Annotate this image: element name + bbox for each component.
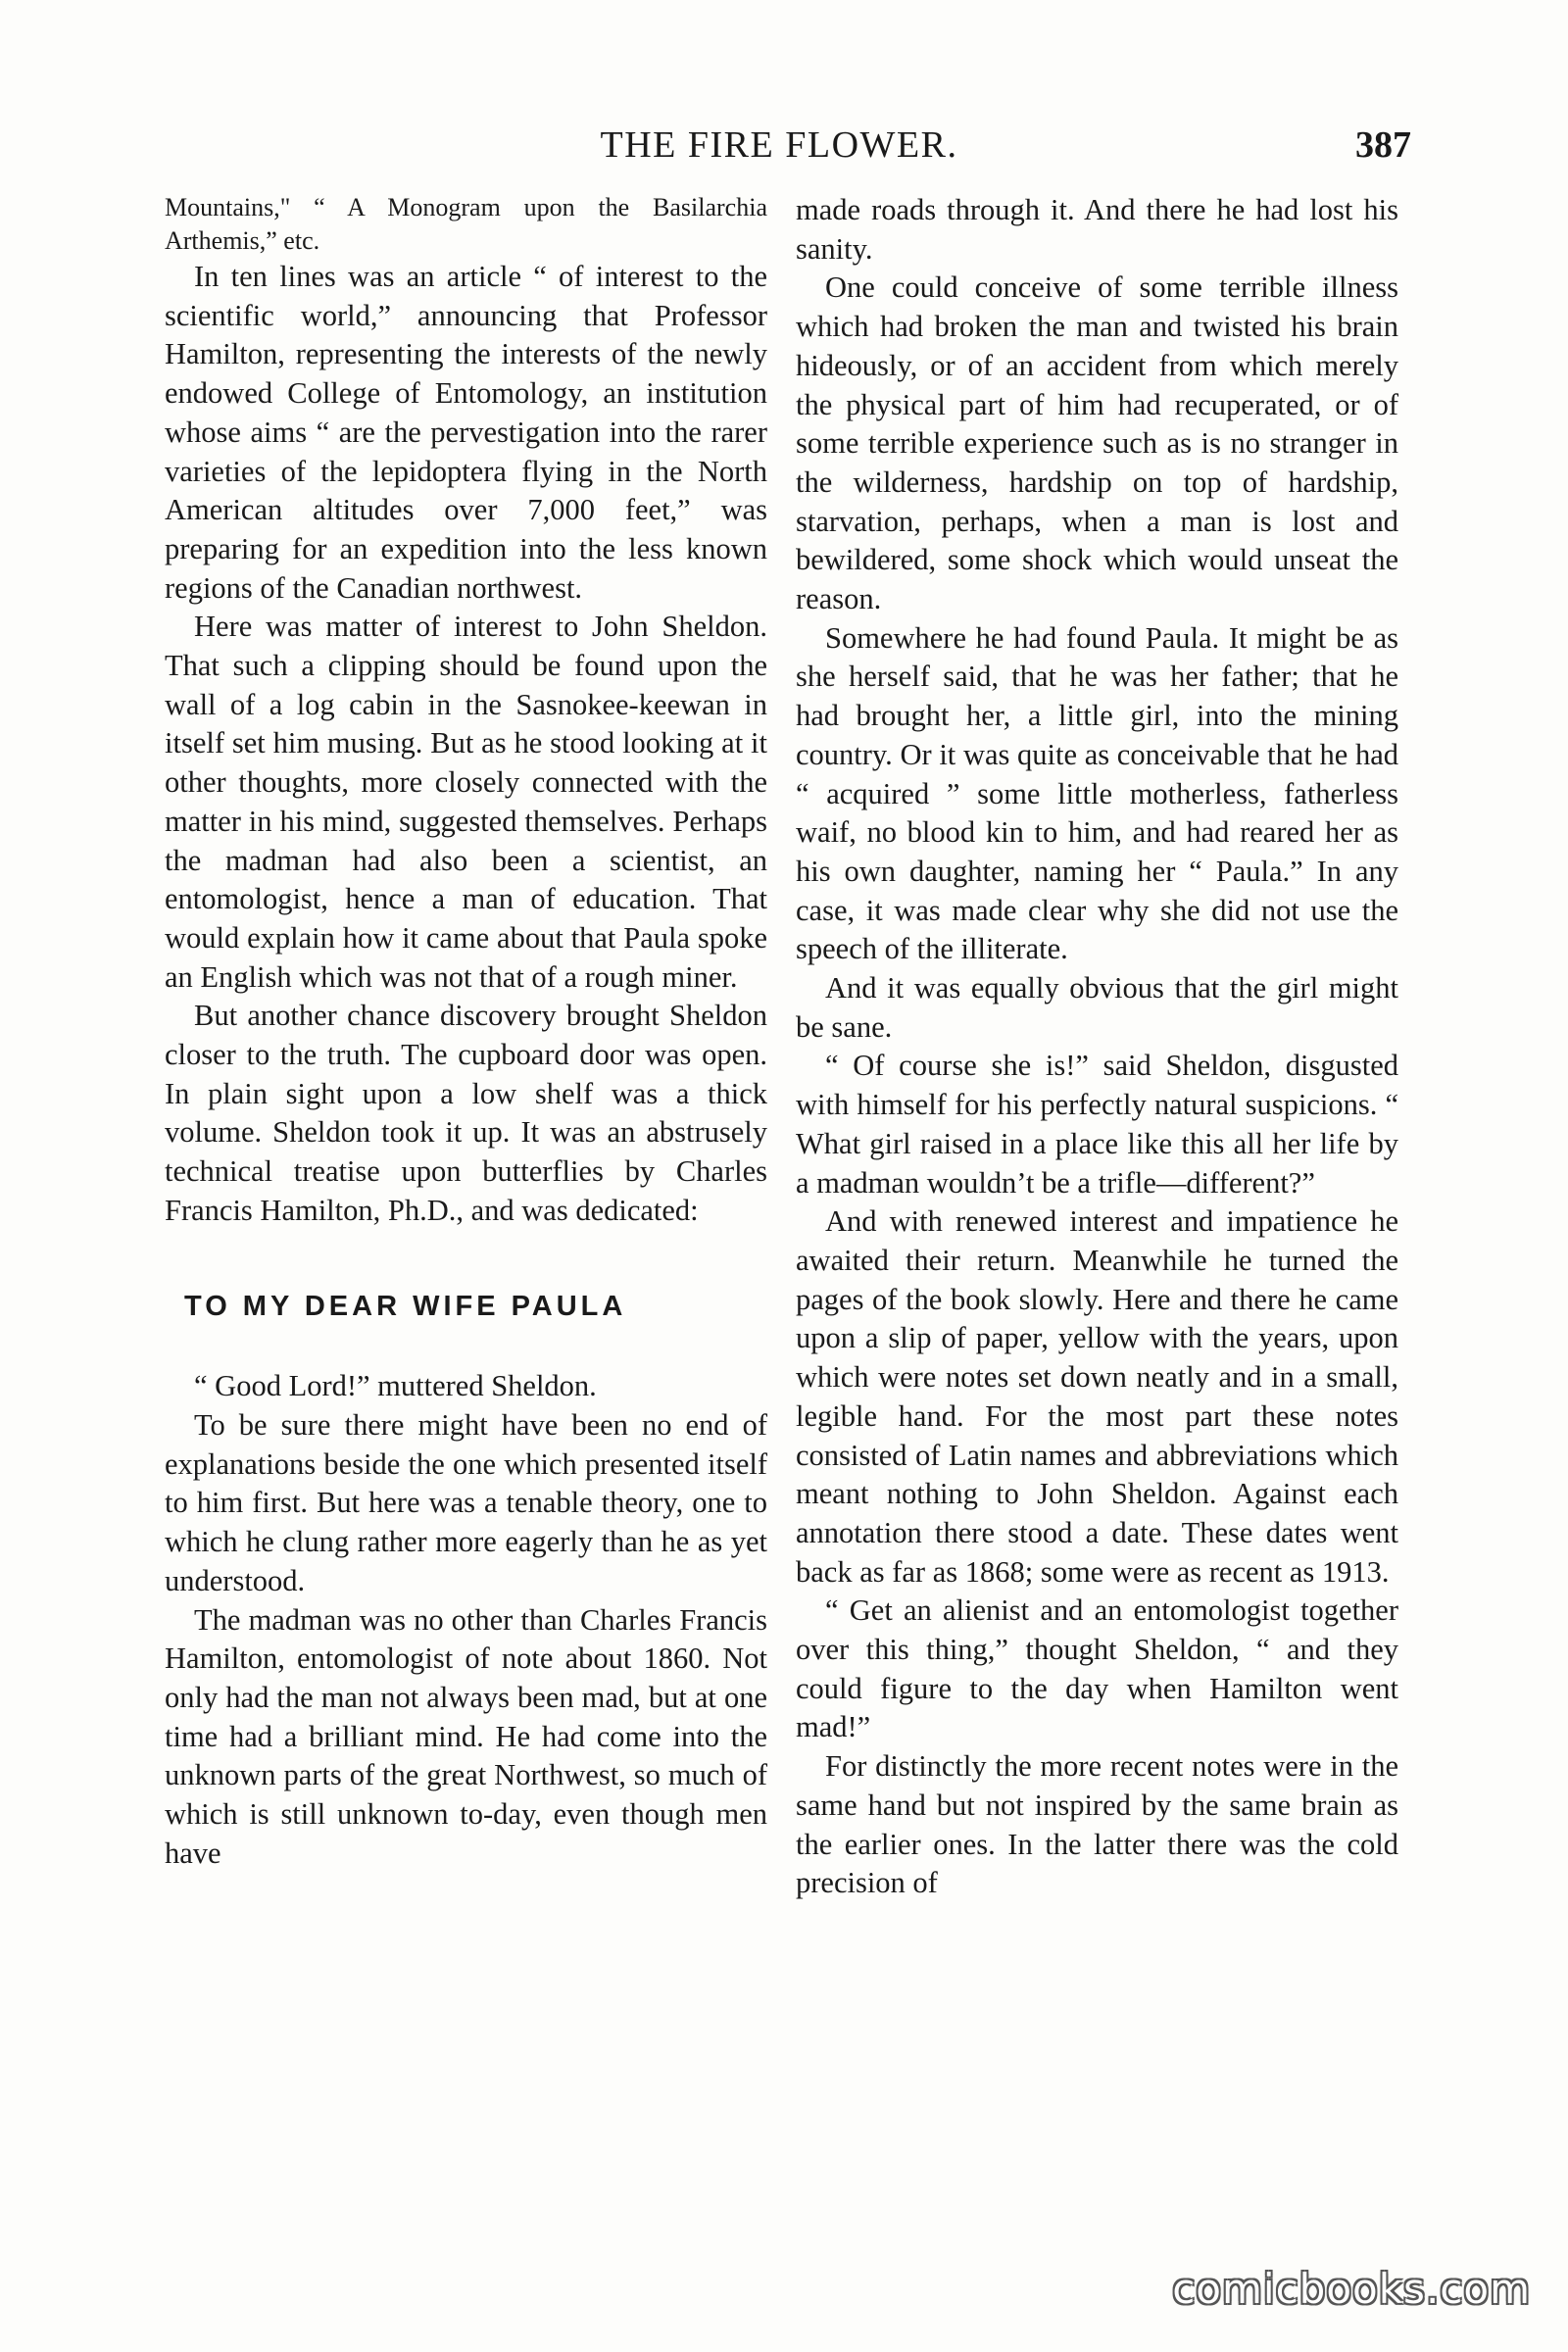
paragraph: One could conceive of some terrible illness which had broken the man and twisted his brain hideously, or of an accident from which merely the physical part of him had recuperated, or of some terrible experience such as is no stranger in the wilderness, hardship on top of hardship, starvation, perhaps, when a man is lost and bewildered, some shock which would unseat the reason.: [796, 270, 1398, 616]
paragraph: “ Good Lord!” muttered Sheldon.: [194, 1369, 597, 1403]
paragraph: For distinctly the more recent notes were in the same hand but not inspired by the same brain as the earlier ones. In the latter there was the cold precision of: [796, 1749, 1398, 1900]
left-column: [165, 191, 767, 1873]
paragraph: “ Get an alienist and an entomologist together over this thing,” thought Sheldon, “ and they could figure to the day when Hamilton went mad!”: [796, 1593, 1398, 1744]
paragraph: To be sure there might have been no end of explanations beside the one which presented itself to him first. But here was a tenable theory, one to which he clung rather more eagerly than he as yet understood.: [165, 1407, 767, 1597]
paragraph: But another chance discovery brought Sheldon closer to the truth. The cupboard door was open. In plain sight upon a low shelf was a thick volume. Sheldon took it up. It was an abstrusely technical treatise upon butterflies by Charles Francis Hamilton, Ph.D., and was dedicated:: [165, 999, 767, 1227]
paragraph: made roads through it. And there he had lost his sanity.: [796, 193, 1398, 266]
watermark: comicbooks.com: [1172, 2265, 1531, 2313]
paragraph: Mountains," “ A Monogram upon the Basilarchia Arthemis,” etc.: [165, 193, 767, 255]
paragraph: And with renewed interest and impatience he awaited their return. Meanwhile he turned the pages of the book slowly. Here and there he came upon a slip of paper, yellow with the years, upon which were notes set down neatly and in a small, legible hand. For the most part these notes consisted of Latin names and abbreviations which meant nothing to John Sheldon. Against each annotation there stood a date. These dates went back as far as 1868; some were as recent as 1913.: [796, 1204, 1398, 1589]
running-title: THE FIRE FLOWER.: [600, 124, 958, 166]
paragraph: “ Of course she is!” said Sheldon, disgusted with himself for his perfectly natural suspicions. “ What girl raised in a place like this all her life by a madman wouldn’t be a trifle—different?”: [796, 1049, 1398, 1200]
dedication-heading: TO MY DEAR WIFE PAULA: [184, 1290, 627, 1322]
right-column: [796, 191, 1398, 1903]
paragraph: The madman was no other than Charles Francis Hamilton, entomologist of note about 1860. Not only had the man not always been mad, but at one time had a brilliant mind. He had come into the unknown parts of the great Northwest, so much of which is still unknown to-day, even though men have: [165, 1602, 767, 1870]
page-number: 387: [1355, 124, 1411, 166]
paragraph: Here was matter of interest to John Sheldon. That such a clipping should be found upon the wall of a log cabin in the Sasnokee-keewan in itself set him musing. But as he stood looking at it other thoughts, more closely connected with the matter in his mind, suggested themselves. Perhaps the madman had also been a scientist, an entomologist, hence a man of education. That would explain how it came about that Paula spoke an English which was not that of a rough miner.: [165, 610, 767, 994]
paragraph: And it was equally obvious that the girl might be sane.: [796, 971, 1398, 1044]
paragraph: Somewhere he had found Paula. It might be as she herself said, that he was her father; that he had brought her, a little girl, into the mining country. Or it was quite as conceivable that he had “ acquired ” some little motherless, fatherless waif, no blood kin to him, and had reared her as his own daughter, naming her “ Paula.” In any case, it was made clear why she did not use the speech of the illiterate.: [796, 620, 1398, 966]
page-header: [147, 123, 1411, 172]
paragraph: In ten lines was an article “ of interest to the scientific world,” announcing that Professor Hamilton, representing the interests of the newly endowed College of Entomology, an institution whose aims “ are the pervestigation into the rarer varieties of the lepidoptera flying in the North American altitudes over 7,000 feet,” was preparing for an expedition into the less known regions of the Canadian northwest.: [165, 260, 767, 605]
